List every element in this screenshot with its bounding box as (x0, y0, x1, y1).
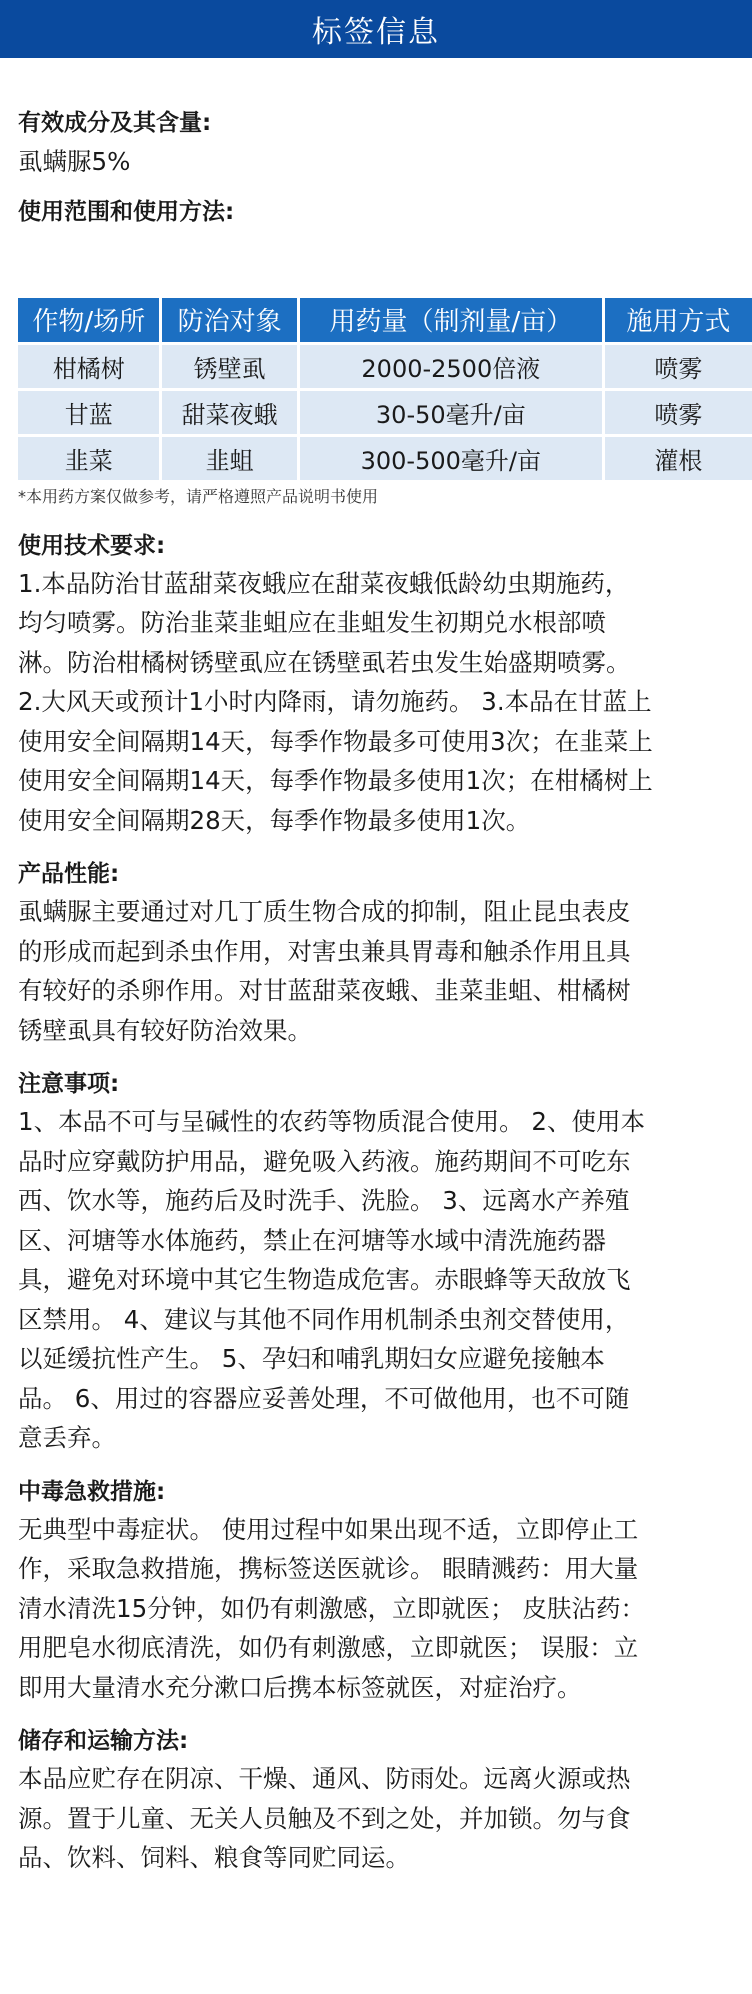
performance-line: 锈壁虱具有较好防治效果。 (18, 1015, 312, 1045)
table-header-row (18, 298, 752, 342)
table-cell: 2000-2500倍液 (300, 345, 602, 388)
table-cell: 柑橘树 (18, 345, 159, 388)
ingredients-text: 虱螨脲5% (18, 147, 131, 176)
header-method: 施用方式 (605, 298, 752, 342)
firstaid-line: 用肥皂水彻底清洗，如仍有刺激感，立即就医； 误服：立 (18, 1633, 639, 1662)
precautions-line: 1、本品不可与呈碱性的农药等物质混合使用。 2、使用本 (18, 1107, 645, 1136)
ingredients-section (18, 107, 734, 182)
table-cell: 甜菜夜蛾 (162, 391, 296, 434)
firstaid-line: 作，采取急救措施，携标签送医就诊。 眼睛溅药：用大量 (18, 1554, 639, 1583)
table-cell: 韭菜 (18, 437, 159, 480)
precautions-line: 区、河塘等水体施药，禁止在河塘等水域中清洗施药器 (18, 1225, 606, 1255)
precautions-line: 以延缓抗性产生。 5、孕妇和哺乳期妇女应避免接触本 (18, 1344, 605, 1373)
table-cell: 灌根 (605, 437, 752, 480)
table-cell: 喷雾 (605, 345, 752, 388)
firstaid-line: 无典型中毒症状。 使用过程中如果出现不适，立即停止工 (18, 1514, 639, 1544)
table-cell: 300-500毫升/亩 (300, 437, 602, 480)
performance-title: 产品性能: (18, 861, 120, 887)
table-cell: 甘蓝 (18, 391, 159, 434)
tech-section (18, 530, 734, 841)
table-row (18, 437, 752, 480)
precautions-line: 西、饮水等，施药后及时洗手、洗脸。 3、远离水产养殖 (18, 1186, 630, 1215)
storage-line: 品、饮料、饲料、粮食等同贮同运。 (18, 1843, 410, 1872)
tech-line: 2.大风天或预计1小时内降雨，请勿施药。 3.本品在甘蓝上 (18, 687, 652, 716)
tech-line: 淋。防治柑橘树锈壁虱应在锈壁虱若虫发生始盛期喷雾。 (18, 647, 631, 677)
table-row (18, 345, 752, 388)
ingredients-title: 有效成分及其含量: (18, 110, 212, 136)
table-cell: 锈壁虱 (162, 345, 296, 388)
tech-line: 使用安全间隔期14天，每季作物最多可使用3次；在韭菜上 (18, 726, 653, 756)
storage-line: 本品应贮存在阴凉、干燥、通风、防雨处。远离火源或热 (18, 1764, 631, 1793)
dosage-table (15, 295, 752, 483)
firstaid-line: 即用大量清水充分漱口后携本标签就医，对症治疗。 (18, 1672, 582, 1702)
performance-line: 有较好的杀卵作用。对甘蓝甜菜夜蛾、韭菜韭蛆、柑橘树 (18, 976, 631, 1005)
precautions-line: 品。 6、用过的容器应妥善处理，不可做他用，也不可随 (18, 1383, 630, 1413)
tech-line: 均匀喷雾。防治韭菜韭蛆应在韭蛆发生初期兑水根部喷 (18, 608, 606, 637)
header-bar (0, 0, 752, 58)
tech-line: 使用安全间隔期14天，每季作物最多使用1次；在柑橘树上 (18, 766, 653, 795)
tech-title: 使用技术要求: (18, 532, 166, 559)
performance-line: 的形成而起到杀虫作用，对害虫兼具胃毒和触杀作用且具 (18, 936, 631, 966)
usage-section (18, 196, 734, 228)
table-row (18, 391, 752, 434)
header-dosage: 用药量（制剂量/亩） (300, 298, 602, 342)
table-cell: 韭蛆 (162, 437, 296, 480)
table-note: *本用药方案仅做参考，请严格遵照产品说明书使用 (18, 486, 379, 506)
tech-line: 使用安全间隔期28天，每季作物最多使用1次。 (18, 805, 531, 835)
precautions-line: 品时应穿戴防护用品，避免吸入药液。施药期间不可吃东 (18, 1146, 631, 1176)
precautions-line: 区禁用。 4、建议与其他不同作用机制杀虫剂交替使用， (18, 1304, 630, 1334)
table-cell: 30-50毫升/亩 (300, 391, 602, 434)
precautions-line: 意丢弃。 (18, 1423, 116, 1452)
header-target: 防治对象 (162, 298, 296, 342)
precautions-title: 注意事项: (18, 1071, 120, 1097)
usage-title: 使用范围和使用方法: (18, 198, 235, 225)
storage-title: 储存和运输方法: (18, 1728, 189, 1754)
tech-line: 1.本品防治甘蓝甜菜夜蛾应在甜菜夜蛾低龄幼虫期施药， (18, 568, 630, 598)
firstaid-section (18, 1476, 734, 1708)
firstaid-title: 中毒急救措施: (18, 1478, 166, 1505)
label-content (0, 107, 752, 1878)
page-title: 标签信息 (312, 15, 440, 50)
storage-line: 源。置于儿童、无关人员触及不到之处，并加锁。勿与食 (18, 1803, 631, 1833)
performance-line: 虱螨脲主要通过对几丁质生物合成的抑制，阻止昆虫表皮 (18, 897, 631, 926)
storage-section (18, 1725, 734, 1878)
performance-section (18, 858, 734, 1050)
firstaid-line: 清水清洗15分钟，如仍有刺激感，立即就医； 皮肤沾药： (18, 1593, 645, 1623)
header-crop: 作物/场所 (18, 298, 159, 342)
table-cell: 喷雾 (605, 391, 752, 434)
precautions-section (18, 1068, 734, 1458)
precautions-line: 具，避免对环境中其它生物造成危害。赤眼蜂等天敌放飞 (18, 1265, 631, 1294)
